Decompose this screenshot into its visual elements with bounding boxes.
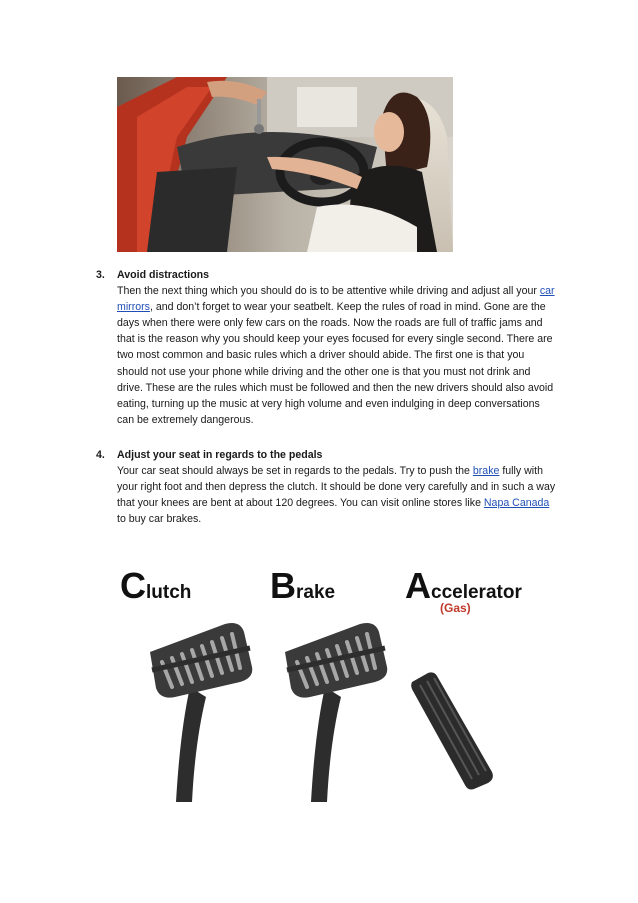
body-text-1: Then the next thing which you should do is to be attentive while driving and adjust all your <box>117 285 540 298</box>
section-avoid-distractions <box>96 267 556 428</box>
brake-link[interactable]: brake <box>472 465 500 478</box>
brake-pedal-icon <box>275 612 395 807</box>
section-body <box>117 283 556 428</box>
body-text-3: to buy car brakes. <box>117 513 202 526</box>
body-text-1: Your car seat should always be set in regards to the pedals. Try to push the <box>117 465 473 478</box>
body-text-2: fully with your right foot and then depress the clutch. It should be done very carefully and in such a way that your knees are bent at about 120 degrees. You can visit online stores like <box>117 465 556 510</box>
heading-text: Avoid distractions <box>117 269 210 281</box>
heading-text: Adjust your seat in regards to the pedals <box>117 449 323 461</box>
car-keys-photo <box>117 77 453 252</box>
section-heading <box>96 267 556 283</box>
section-body <box>117 463 556 527</box>
woman-receiving-car-keys-photo-icon <box>117 77 453 252</box>
list-number: 4. <box>96 449 105 461</box>
pedals-illustration <box>115 557 535 807</box>
gas-label: (Gas) <box>440 601 471 615</box>
section-adjust-seat <box>96 447 556 527</box>
accelerator-pedal-icon <box>410 667 500 792</box>
brake-title: Brake <box>270 565 336 606</box>
clutch-title: Clutch <box>120 565 192 606</box>
body-text-2: , and don’t forget to wear your seatbelt. Keep the rules of road in mind. Gone are the days when there were only few cars on the roads. Now the roads are full of traffic jams and that is the reason why you should keep your eyes focused for every single second. There are two most common and basic rules which a driver should abide. The first one is that you should not use your phone while driving and the other one is that you must not drink and drive. These are the rules which must be followed and then the new drivers should also avoid eating, turning up the music at very high volume and even indulging in deep conversations can be extremely dangerous. <box>117 301 554 426</box>
napa-canada-link[interactable]: Napa Canada <box>483 497 550 510</box>
clutch-pedal-icon <box>140 612 260 807</box>
car-mirrors-link[interactable]: car mirrors <box>117 285 555 314</box>
section-heading <box>96 447 556 463</box>
list-number: 3. <box>96 269 105 281</box>
accelerator-title: Accelerator <box>405 565 522 606</box>
